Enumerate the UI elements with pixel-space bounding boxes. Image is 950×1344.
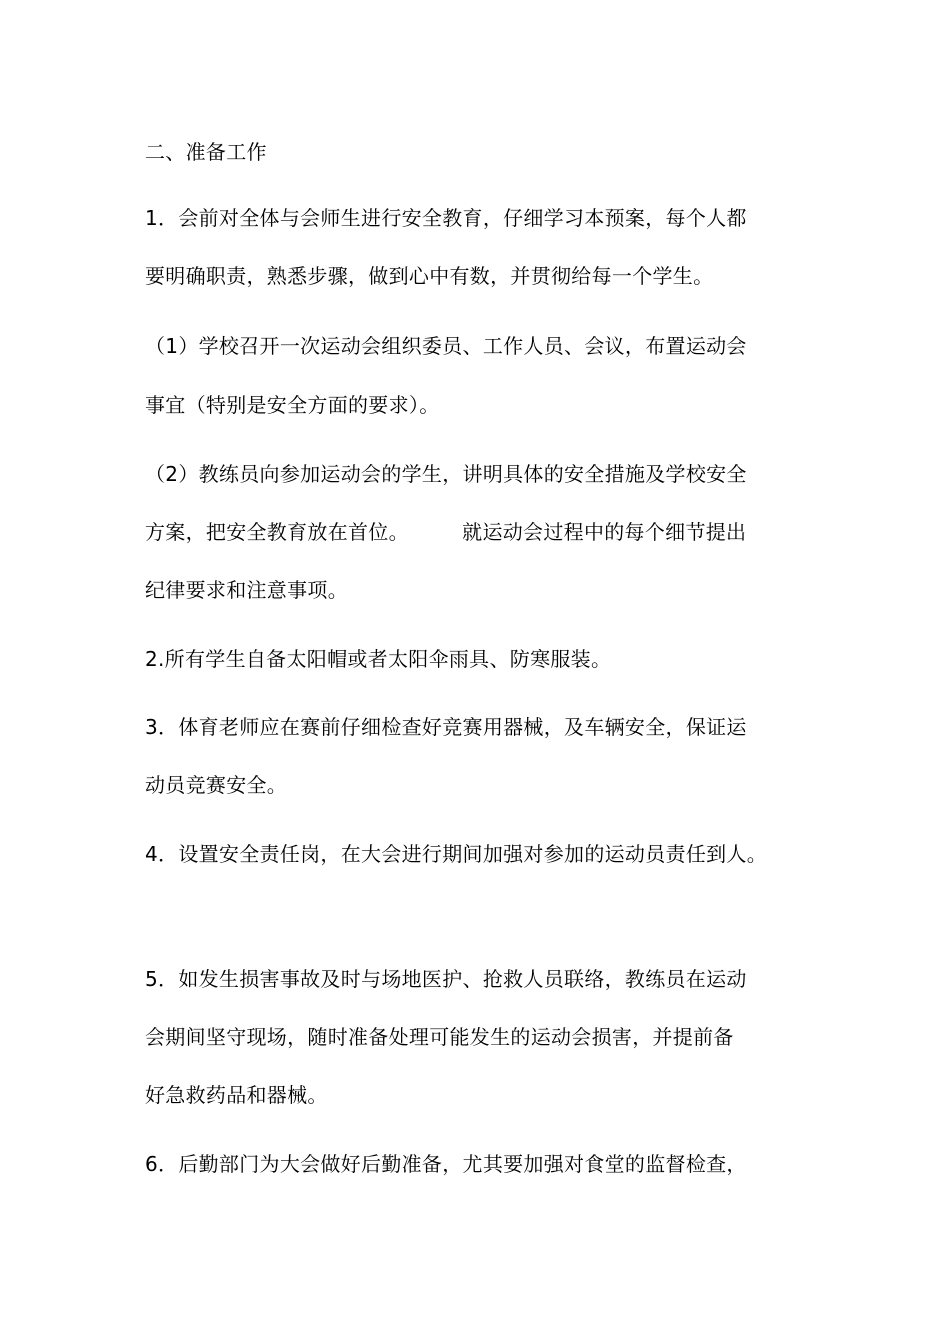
item-5-line-1: 5．如发生损害事故及时与场地医护、抢救人员联络，教练员在运动 [145, 967, 747, 991]
item-1-line-2: 要明确职责，熟悉步骤，做到心中有数，并贯彻给每一个学生。 [145, 264, 714, 288]
item-3-line-1: 3．体育老师应在赛前仔细检查好竞赛用器械，及车辆安全，保证运 [145, 715, 747, 739]
item-5-line-2: 会期间坚守现场，随时准备处理可能发生的运动会损害，并提前备 [145, 1025, 734, 1049]
section-heading: 二、准备工作 [145, 140, 267, 164]
item-6-line-1: 6．后勤部门为大会做好后勤准备，尤其要加强对食堂的监督检查， [145, 1152, 747, 1176]
item-1-sub-2-line-3: 纪律要求和注意事项。 [145, 578, 348, 602]
item-3-line-2: 动员竞赛安全。 [145, 773, 288, 797]
item-1-sub-2-line-1: （2）教练员向参加运动会的学生，讲明具体的安全措施及学校安全 [145, 462, 747, 486]
item-4-line-1: 4．设置安全责任岗，在大会进行期间加强对参加的运动员责任到人。 [145, 842, 768, 866]
item-2-line-1: 2.所有学生自备太阳帽或者太阳伞雨具、防寒服装。 [145, 647, 612, 671]
item-1-sub-1-line-1: （1）学校召开一次运动会组织委员、工作人员、会议，布置运动会 [145, 334, 747, 358]
item-1-sub-2-line-2: 方案，把安全教育放在首位。 就运动会过程中的每个细节提出 [145, 520, 747, 544]
item-5-line-3: 好急救药品和器械。 [145, 1083, 328, 1107]
item-1-line-1: 1．会前对全体与会师生进行安全教育，仔细学习本预案，每个人都 [145, 206, 747, 230]
item-1-sub-1-line-2: 事宜（特别是安全方面的要求）。 [145, 393, 440, 417]
